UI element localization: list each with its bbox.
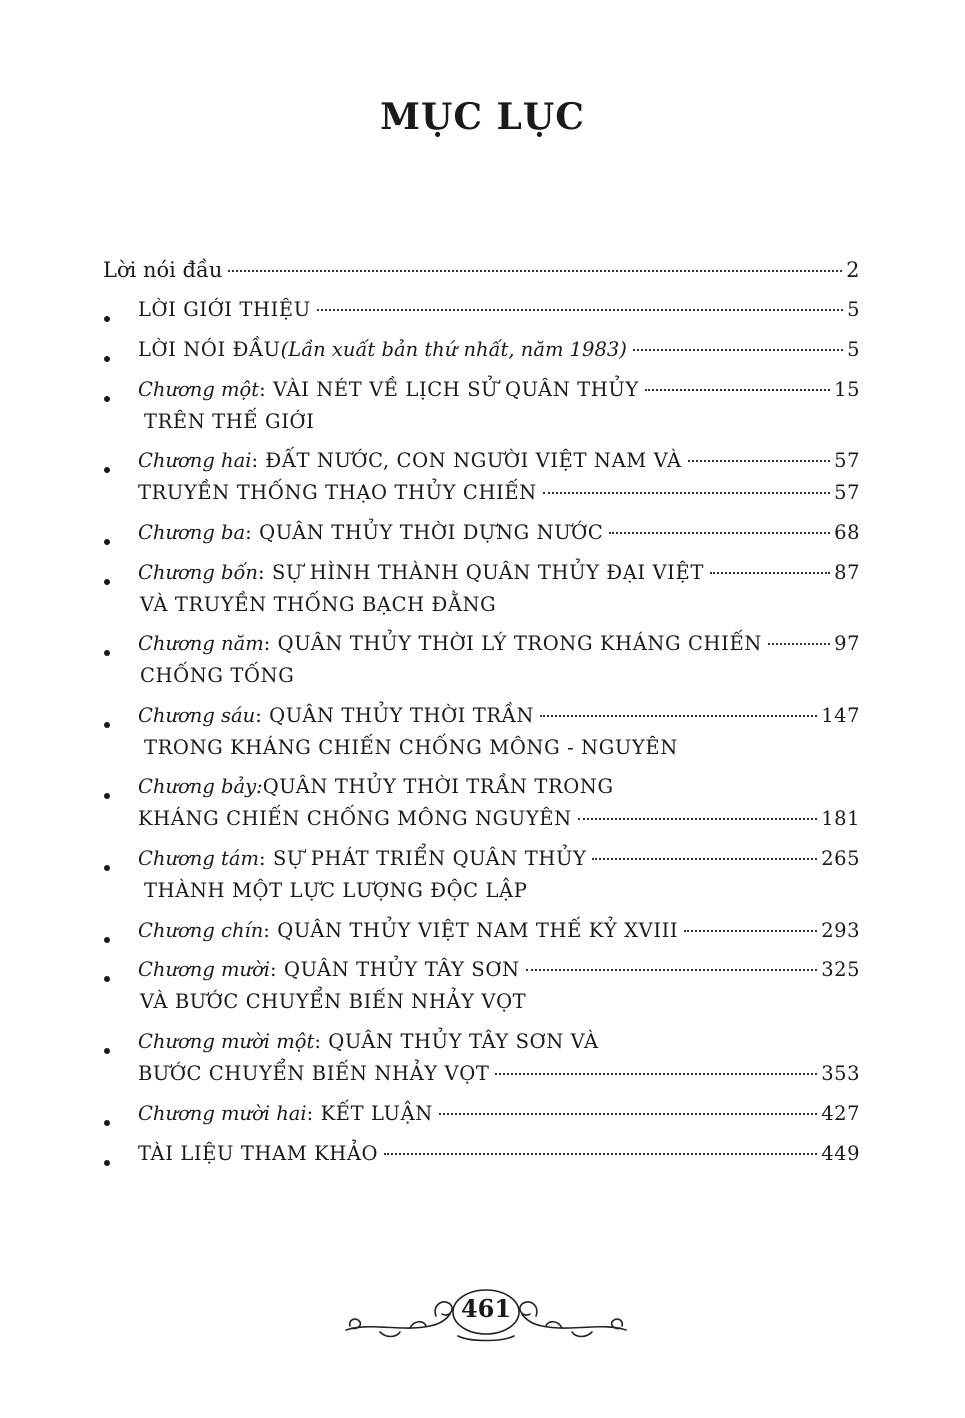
toc-entry[interactable] [138,704,860,736]
bullet-icon [104,1048,110,1054]
chapter-label: Chương ba [138,521,246,544]
dot-leader [526,969,818,971]
bullet-icon [104,467,110,473]
bullet-icon [104,650,110,656]
toc-entry-preface[interactable] [103,258,860,290]
toc-entry[interactable] [138,561,860,593]
toc-entry-continuation: CHỐNG TỐNG [140,664,295,687]
toc-entry-title: : ĐẤT NƯỚC, CON NGƯỜI VIỆT NAM VÀ [251,449,682,472]
chapter-label: Chương mười [138,958,271,981]
bullet-icon [104,356,110,362]
bullet-icon [104,579,110,585]
toc-entry-continuation: VÀ BƯỚC CHUYỂN BIẾN NHẢY VỌT [140,990,527,1013]
toc-entry[interactable] [138,338,860,370]
toc-page-number: 5 [847,338,860,361]
toc-page-number: 87 [834,561,860,584]
dot-leader [710,572,830,574]
toc-entry-title: TÀI LIỆU THAM KHẢO [138,1142,379,1165]
toc-entry[interactable] [138,919,860,951]
toc-entry[interactable] [138,1062,860,1094]
toc-entry[interactable] [138,807,860,839]
toc-entry-continuation: TRONG KHÁNG CHIẾN CHỐNG MÔNG - NGUYÊN [144,736,678,759]
chapter-label: Chương mười một [138,1030,315,1053]
toc-page-number: 147 [821,704,860,727]
toc-entry-title: : QUÂN THỦY TÂY SƠN [270,958,520,981]
toc-entry-title: : QUÂN THỦY VIỆT NAM THẾ KỶ XVIII [263,919,679,942]
toc-page-number: 449 [821,1142,860,1165]
dot-leader [540,715,817,717]
toc-page-number: 265 [821,847,860,870]
toc-entry-title: : QUÂN THỦY THỜI LÝ TRONG KHÁNG CHIẾN [263,632,762,655]
toc-entry[interactable] [138,1142,860,1174]
toc-page-number: 68 [834,521,860,544]
toc-entry-title: : QUÂN THỦY TÂY SƠN VÀ [314,1030,599,1053]
toc-page-number: 5 [847,298,860,321]
chapter-label: Chương chín [138,919,264,942]
toc-entry[interactable] [138,847,860,879]
toc-page-number: 353 [821,1062,860,1085]
page-number: 461 [460,1294,512,1323]
dot-leader [633,349,843,351]
toc-page-number: 97 [834,632,860,655]
dot-leader [317,309,843,311]
dot-leader [592,858,817,860]
dot-leader [768,643,830,645]
bullet-icon [104,976,110,982]
toc-entry-title: : VÀI NÉT VỀ LỊCH SỬ QUÂN THỦY [259,378,639,401]
toc-entry-title: BƯỚC CHUYỂN BIẾN NHẢY VỌT [138,1062,490,1085]
dot-leader [543,492,830,494]
toc-entry[interactable] [138,449,860,481]
toc-entry[interactable] [138,298,860,330]
toc-entry-title: : QUÂN THỦY THỜI DỰNG NƯỚC [245,521,604,544]
toc-entry-continuation: TRÊN THẾ GIỚI [144,410,315,433]
bullet-icon [104,1120,110,1126]
toc-entry-title: : SỰ PHÁT TRIỂN QUÂN THỦY [258,847,587,870]
toc-entry-title: : QUÂN THỦY THỜI TRẦN [255,704,535,727]
bullet-icon [104,396,110,402]
toc-page-number: 57 [834,449,860,472]
chapter-label: Chương tám [138,847,259,870]
toc-entry-title: LỜI GIỚI THIỆU [138,298,311,321]
page-title: MỤC LỤC [380,96,585,138]
chapter-label: Chương năm [138,632,264,655]
toc-entry-title: LỜI NÓI ĐẦU [138,338,281,361]
page-footer [340,1286,632,1346]
chapter-label: Chương sáu [138,704,256,727]
dot-leader [228,270,842,272]
bullet-icon [104,793,110,799]
dot-leader [684,930,817,932]
bullet-icon [104,316,110,322]
chapter-label: Chương mười hai [138,1102,307,1125]
dot-leader [688,460,831,462]
chapter-label: Chương bảy: [138,775,263,798]
dot-leader [495,1073,817,1075]
toc-entry-title: QUÂN THỦY THỜI TRẦN TRONG [262,775,614,798]
dot-leader [439,1113,817,1115]
toc-page-number: 15 [834,378,860,401]
toc-entry-title: KHÁNG CHIẾN CHỐNG MÔNG NGUYÊN [138,807,572,830]
bullet-icon [104,722,110,728]
bullet-icon [104,937,110,943]
dot-leader [645,389,830,391]
toc-entry[interactable] [138,1102,860,1134]
toc-entry[interactable] [138,1030,860,1062]
toc-entry-title: : SỰ HÌNH THÀNH QUÂN THỦY ĐẠI VIỆT [258,561,704,584]
toc-entry[interactable] [138,481,860,513]
toc-page-number: 293 [821,919,860,942]
dot-leader [384,1153,817,1155]
bullet-icon [104,865,110,871]
toc-entry-continuation: THÀNH MỘT LỰC LƯỢNG ĐỘC LẬP [144,879,528,902]
toc-entry-note: (Lần xuất bản thứ nhất, năm 1983) [280,338,627,361]
toc-entry[interactable] [138,378,860,410]
dot-leader [578,818,817,820]
toc-entry-continuation: VÀ TRUYỀN THỐNG BẠCH ĐẰNG [140,593,497,616]
dot-leader [609,532,830,534]
bullet-icon [104,539,110,545]
toc-entry-label: Lời nói đầu [103,258,223,282]
toc-entry[interactable] [138,958,860,990]
toc-page-number: 325 [821,958,860,981]
toc-page-number: 181 [821,807,860,830]
toc-entry[interactable] [138,632,860,664]
toc-page-number: 57 [834,481,860,504]
chapter-label: Chương hai [138,449,252,472]
bullet-icon [104,1160,110,1166]
toc-page-number: 427 [821,1102,860,1125]
toc-entry[interactable] [138,521,860,553]
toc-entry-title: : KẾT LUẬN [306,1102,433,1125]
toc-page-number: 2 [846,258,860,282]
chapter-label: Chương bốn [138,561,258,584]
chapter-label: Chương một [138,378,260,401]
toc-entry[interactable] [138,775,860,807]
toc-entry-title: TRUYỀN THỐNG THẠO THỦY CHIẾN [138,481,537,504]
